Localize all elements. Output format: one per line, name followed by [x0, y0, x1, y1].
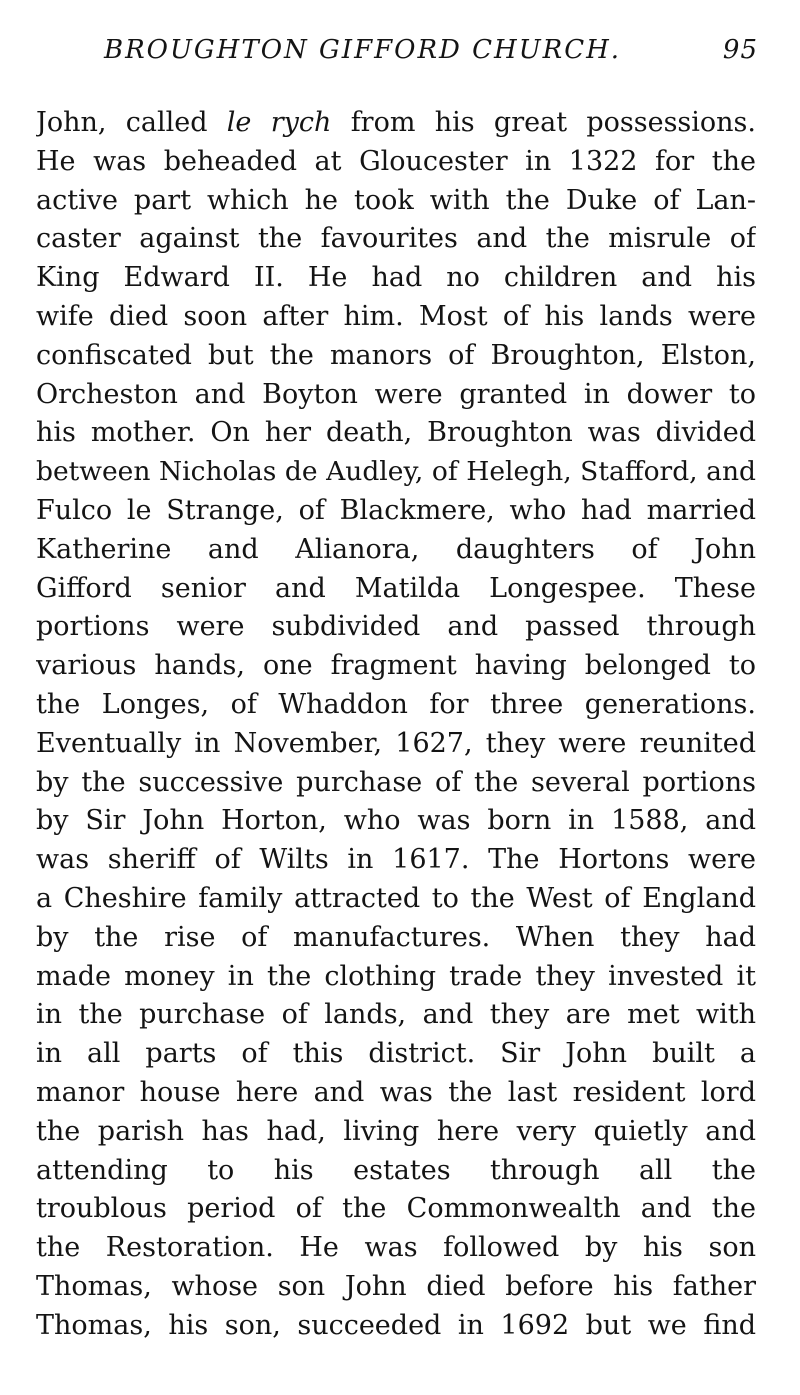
- text-line: Gifford senior and Matilda Longespee. These: [36, 572, 756, 604]
- text-line: Orcheston and Boyton were granted in dower to: [36, 378, 756, 410]
- text-line: wife died soon after him. Most of his lands were: [36, 300, 756, 332]
- text-line: his mother. On her death, Broughton was divided: [36, 417, 756, 449]
- text-line: He was beheaded at Gloucester in 1322 for the: [36, 145, 756, 177]
- text-line: manor house here and was the last resident lord: [36, 1076, 756, 1108]
- text-line: by the successive purchase of the several portions: [36, 766, 756, 798]
- text-line: was sheriff of Wilts in 1617. The Hortons were: [36, 844, 756, 876]
- text-line: caster against the favourites and the misrule of: [36, 223, 756, 255]
- text-line: John, called le rych from his great possessions.: [36, 107, 756, 138]
- text-line: troublous period of the Commonwealth and the: [36, 1193, 756, 1225]
- text-line: the Longes, of Whaddon for three generations.: [36, 688, 756, 720]
- text-line: Eventually in November, 1627, they were reunited: [36, 727, 756, 759]
- text-line: in all parts of this district. Sir John built a: [36, 1038, 756, 1070]
- text-line: Fulco le Strange, of Blackmere, who had married: [36, 494, 756, 526]
- running-title: BROUGHTON GIFFORD CHURCH.: [104, 35, 622, 65]
- text-line: in the purchase of lands, and they are met with: [36, 999, 756, 1031]
- page-number: 95: [722, 35, 758, 65]
- text-line: attending to his estates through all the: [36, 1154, 756, 1186]
- text-line: various hands, one fragment having belonged to: [36, 650, 756, 682]
- text-line: Thomas, whose son John died before his father: [36, 1270, 756, 1302]
- text-line: portions were subdivided and passed through: [36, 611, 756, 643]
- text-line: the parish has had, living here very quietly and: [36, 1115, 756, 1147]
- italic-phrase: le rych: [226, 107, 332, 138]
- text-line: King Edward II. He had no children and his: [36, 262, 756, 294]
- text-line: made money in the clothing trade they invested it: [36, 960, 756, 992]
- text-line: between Nicholas de Audley, of Helegh, Stafford, and: [36, 456, 756, 488]
- text-line: by Sir John Horton, who was born in 1588, and: [36, 805, 756, 837]
- text-line: a Cheshire family attracted to the West of England: [36, 882, 756, 914]
- text-line: Thomas, his son, succeeded in 1692 but we find: [36, 1309, 756, 1341]
- text-line: confiscated but the manors of Broughton, Elston,: [36, 339, 756, 371]
- body-text: [36, 104, 756, 1346]
- running-header: [60, 30, 758, 70]
- text-line: the Restoration. He was followed by his son: [36, 1232, 756, 1264]
- text-line: active part which he took with the Duke of Lan-: [36, 184, 756, 216]
- text-line: by the rise of manufactures. When they had: [36, 921, 756, 953]
- text-line: Katherine and Alianora, daughters of John: [36, 533, 756, 565]
